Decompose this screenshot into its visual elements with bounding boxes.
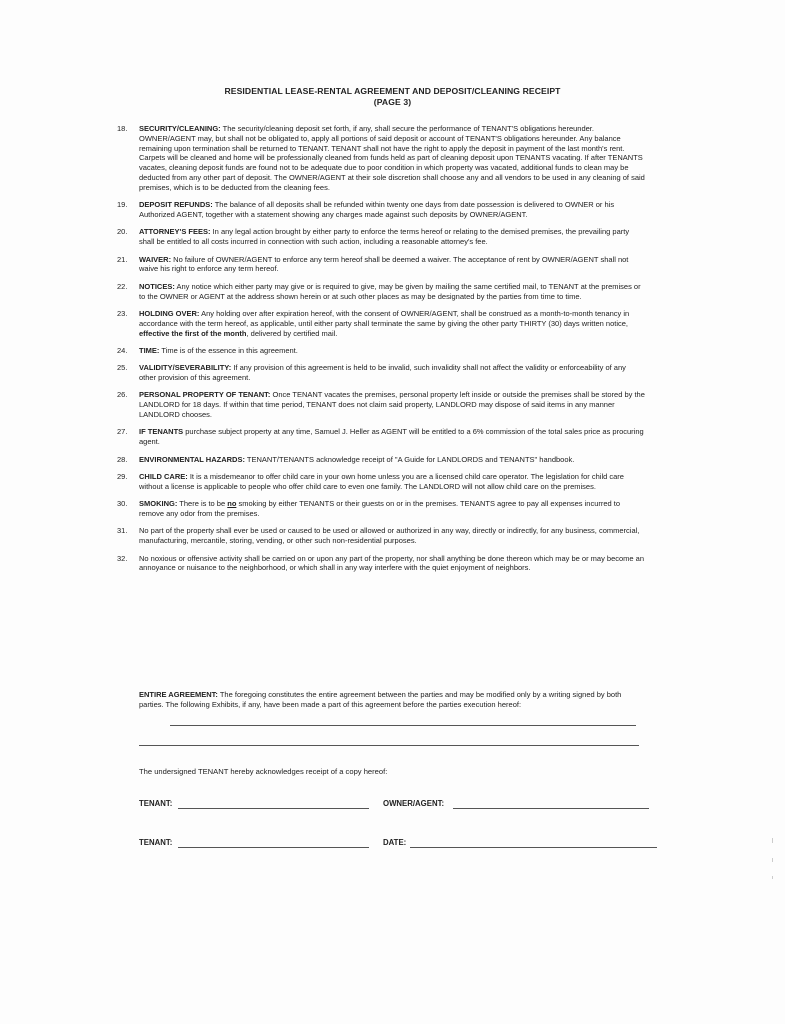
clause-number: 19. [117, 200, 128, 210]
clause-text: The security/cleaning deposit set forth, if any, shall secure the performance of TENANT'S obligations hereunder. OWNER/AGENT may, but shall not be obligated to, apply all portions of said deposit or account of TENANT'S obligations hereunder. Any balance remaining upon termination shall be returned to TENANT. TENANT shall not have the right to apply the deposit in payment of the last month's rent. Carpets will be cleaned and home will be professionally cleaned from funds held as part of cleaning deposit upon TENANTS vacating. If after TENANTS vacates, cleaning deposit funds are found not to be adequate due to poor condition in which property was vacated, additional funds to clean may be deducted from any other part of deposit. The OWNER/AGENT at their sole discretion shall choose any and all vendors to be used in any cleaning of said premises, which is to be deducted from the cleaning fees. [139, 124, 645, 192]
clause-number: 23. [117, 308, 128, 318]
clause-number: 21. [117, 254, 128, 264]
entire-agreement-section [139, 690, 645, 710]
clause-number: 27. [117, 427, 128, 437]
exhibits-line-2[interactable] [139, 745, 639, 746]
clause-heading: TIME: [139, 345, 160, 355]
clause-emphasis: effective the first of the month [139, 328, 247, 338]
clause-heading: SECURITY/CLEANING: [139, 124, 221, 133]
clause-text: purchase subject property at any time, Samuel J. Heller as AGENT will be entitled to a 6% commission of the total sales price as procuring agent. [139, 427, 644, 447]
entire-agreement-text: The foregoing constitutes the entire agreement between the parties and may be modified only by a writing signed by both parties. The following Exhibits, if any, have been made a part of this agreement before the parties execution hereof: [139, 690, 622, 709]
clause-24 [117, 346, 645, 356]
clause-21 [117, 255, 645, 275]
clause-text: No part of the property shall ever be used or caused to be used or allowed or authorized in any way, directly or indirectly, for any business, commercial, manufacturing, mercantile, storing, vending, or other such non-residential purposes. [139, 526, 640, 546]
clause-20 [117, 227, 645, 247]
clause-heading: IF TENANTS [139, 427, 184, 437]
tenant-signature-line-1[interactable] [178, 808, 369, 809]
clause-text: Any holding over after expiration hereof, with the consent of OWNER/AGENT, shall be construed as a month-to-month tenancy in accordance with the term hereof, as applicable, until either party shall terminate the same by giving the other party THIRTY (30) days written notice, [139, 308, 630, 328]
clause-30 [117, 499, 645, 519]
clause-text: Any notice which either party may give or is required to give, may be given by mailing the same certified mail, to TENANT at the premises or to the OWNER or AGENT at the address shown herein or at such other places as may be designated by the parties from time to time. [139, 281, 641, 301]
clause-text-lead: There is to be [177, 499, 228, 509]
clause-heading: HOLDING OVER: [139, 308, 200, 318]
clause-18 [117, 124, 645, 193]
clause-26 [117, 390, 645, 419]
clause-text: It is a misdemeanor to offer child care in your own home unless you are a licensed child care operator. The legislation for child care without a license is applicable to people who offer child care to even one family. The LANDLORD will not allow child care on the premises. [139, 472, 624, 491]
entire-agreement-heading: ENTIRE AGREEMENT: [139, 690, 218, 699]
clause-text: TENANT/TENANTS acknowledge receipt of "A Guide for LANDLORDS and TENANTS" handbook. [244, 454, 575, 464]
clause-text: No noxious or offensive activity shall be carried on or upon any part of the property, nor shall anything be done thereon which may be or may become an annoyance or nuisance to the neighborhood, or which shall in any way interfere with the quiet enjoyment of neighbors. [139, 553, 645, 573]
clause-heading: ENVIRONMENTAL HAZARDS: [139, 454, 245, 464]
clause-heading: NOTICES: [139, 281, 175, 291]
date-line[interactable] [410, 847, 657, 848]
clause-number: 25. [117, 363, 128, 373]
clause-text: Once TENANT vacates the premises, personal property left inside or outside the premises shall be stored by the LANDLORD for 18 days. If within that time period, TENANT does not claim said property, LANDLORD may dispose of said items in any manner LANDLORD chooses. [139, 390, 645, 420]
clause-heading: VALIDITY/SEVERABILITY: [139, 363, 232, 373]
tenant-label-1: TENANT: [139, 799, 173, 808]
clause-number: 30. [117, 499, 128, 509]
scan-artifact [772, 876, 773, 879]
clause-text: Time is of the essence in this agreement. [159, 345, 298, 355]
clause-23 [117, 309, 645, 338]
clause-heading: DEPOSIT REFUNDS: [139, 200, 213, 210]
clause-number: 29. [117, 472, 128, 482]
clause-heading: ATTORNEY'S FEES: [139, 227, 211, 237]
clause-number: 31. [117, 526, 128, 536]
clause-heading: PERSONAL PROPERTY OF TENANT: [139, 390, 271, 400]
clause-22 [117, 282, 645, 302]
clause-number: 24. [117, 345, 128, 355]
exhibits-line-1[interactable] [170, 725, 636, 726]
clause-heading: CHILD CARE: [139, 472, 188, 482]
clause-number: 28. [117, 454, 128, 464]
clause-29 [117, 472, 645, 492]
acknowledgement-text: The undersigned TENANT hereby acknowledges receipt of a copy hereof: [139, 767, 388, 776]
clause-number: 26. [117, 390, 128, 400]
clause-number: 20. [117, 227, 128, 237]
clause-32 [117, 554, 645, 574]
scan-artifact [772, 838, 773, 843]
tenant-label-2: TENANT: [139, 838, 173, 847]
clause-27 [117, 427, 645, 447]
page-indicator: (PAGE 3) [373, 97, 412, 107]
clause-text-tail: , delivered by certified mail. [246, 328, 338, 338]
date-label: DATE: [383, 838, 407, 847]
clause-underlined-word: no [227, 499, 237, 509]
clause-text: The balance of all deposits shall be refunded within twenty one days from date possession is delivered to OWNER or his Authorized AGENT, together with a statement showing any charges made against such deposits by OWNER/AGENT. [139, 200, 615, 219]
owner-agent-label: OWNER/AGENT: [383, 799, 445, 808]
clause-31 [117, 526, 645, 546]
clause-heading: SMOKING: [139, 499, 178, 509]
clause-text: smoking by either TENANTS or their guests on or in the premises. TENANTS agree to pay all expenses incurred to remove any odor from the premises. [139, 499, 621, 519]
owner-agent-signature-line[interactable] [453, 808, 649, 809]
clause-list [117, 124, 645, 581]
clause-text: No failure of OWNER/AGENT to enforce any term hereof shall be deemed a waiver. The acceptance of rent by OWNER/AGENT shall not waive his right to enforce any term hereof. [139, 254, 629, 274]
clause-heading: WAIVER: [139, 254, 172, 264]
clause-25 [117, 363, 645, 383]
clause-number: 18. [117, 124, 128, 133]
scan-artifact [772, 858, 773, 862]
clause-28 [117, 455, 645, 465]
clause-number: 22. [117, 281, 128, 291]
clause-number: 32. [117, 553, 128, 563]
clause-19 [117, 200, 645, 220]
tenant-signature-line-2[interactable] [178, 847, 369, 848]
clause-text: If any provision of this agreement is held to be invalid, such invalidity shall not affect the validity or enforceability of any other provision of this agreement. [139, 363, 626, 383]
clause-text: In any legal action brought by either party to enforce the terms hereof or relating to the demised premises, the prevailing party shall be entitled to all costs incurred in connection with such action, including a reasonable attorney's fee. [139, 227, 630, 247]
document-title: RESIDENTIAL LEASE-RENTAL AGREEMENT AND DEPOSIT/CLEANING RECEIPT [224, 86, 561, 96]
